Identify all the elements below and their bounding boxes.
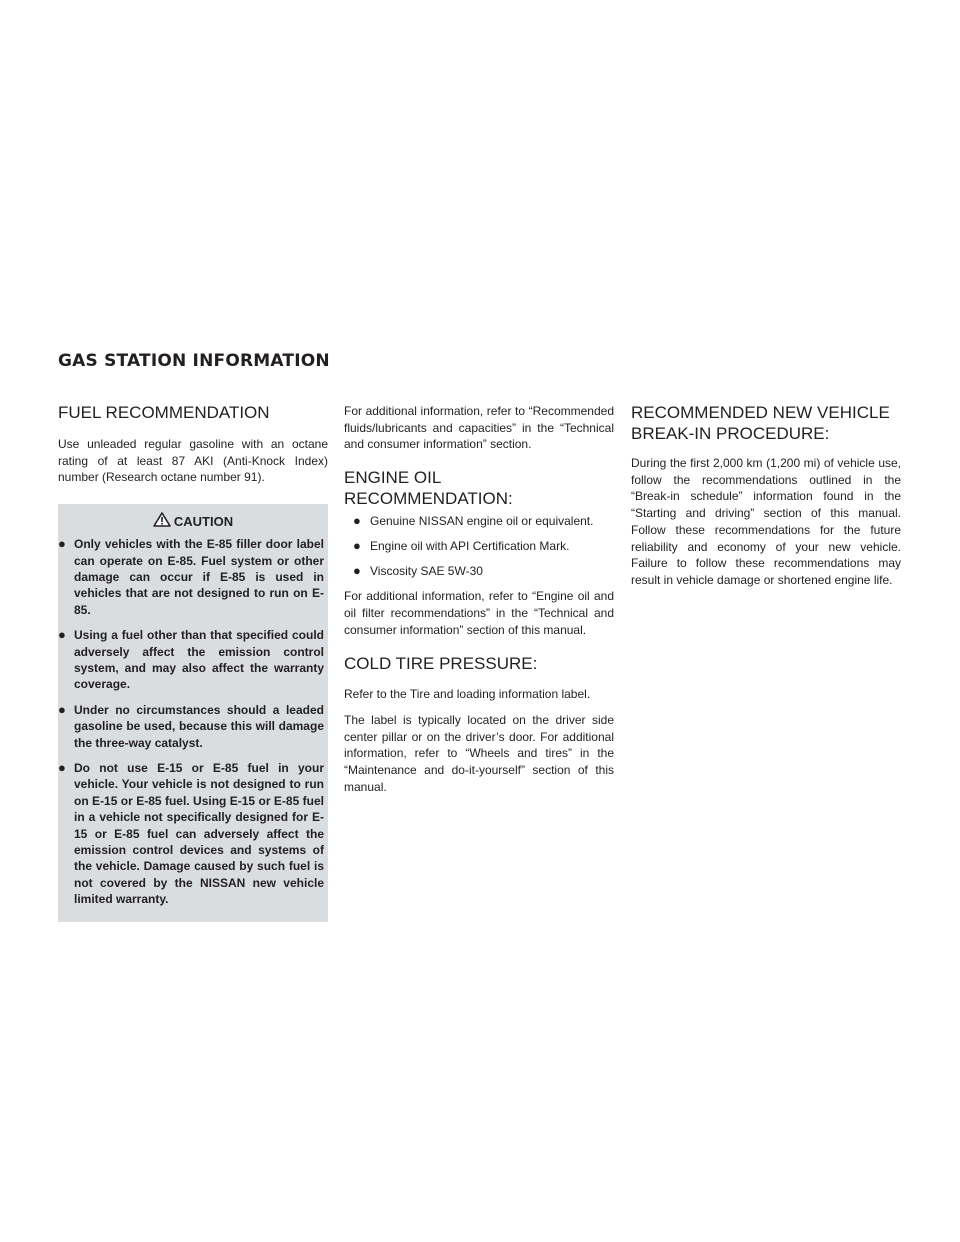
engine-oil-list: [344, 513, 614, 579]
list-item-text: Engine oil with API Certification Mark.: [370, 539, 570, 554]
fuel-heading: FUEL RECOMMENDATION: [58, 403, 270, 422]
bullet-icon: ●: [58, 536, 66, 552]
list-item: [353, 538, 614, 554]
caution-item: [58, 702, 328, 751]
bullet-icon: ●: [353, 538, 361, 554]
tire-paragraph-2: The label is typically located on the driver side center pillar or on the driver’s door. For additional information, refer to “Wheels and tires” in the “Maintenance and do-it-yourself” section of this manual.: [344, 712, 614, 794]
section-title: GAS STATION INFORMATION: [58, 351, 330, 371]
caution-item-text: Do not use E-15 or E-85 fuel in your vehicle. Your vehicle is not designed to run on E-15 or E-85 fuel. Using E-15 or E-85 fuel in a vehicle not specifically designed for E-15 or E-85 fuel can adversely affect the emission control devices and systems of the vehicle. Damage caused by such fuel is not covered by the NISSAN new vehicle limited warranty.: [74, 760, 324, 907]
fuel-paragraph: Use unleaded regular gasoline with an octane rating of at least 87 AKI (Anti-Knock Index) number (Research octane number 91).: [58, 437, 328, 485]
warning-triangle-icon: [153, 512, 171, 530]
caution-header: [58, 512, 328, 530]
caution-item-text: Only vehicles with the E-85 filler door label can operate on E-85. Fuel system or other damage can occur if E-85 is used in vehicles that are not designed to run on E-85.: [74, 537, 324, 617]
tire-paragraph-1: Refer to the Tire and loading information label.: [344, 687, 591, 702]
list-item: [353, 563, 614, 579]
break-in-heading: RECOMMENDED NEW VEHICLE BREAK-IN PROCEDURE:: [631, 403, 890, 443]
caution-box: [58, 504, 328, 922]
caution-item: [58, 760, 328, 908]
bullet-icon: ●: [58, 627, 66, 643]
list-item: [353, 513, 614, 529]
engine-oil-paragraph: For additional information, refer to “Engine oil and oil filter recommendations” in the “Technical and consumer information” section of this manual.: [344, 589, 614, 637]
list-item-text: Viscosity SAE 5W-30: [370, 564, 483, 579]
bullet-icon: ●: [353, 563, 361, 579]
cold-tire-heading: COLD TIRE PRESSURE:: [344, 654, 538, 674]
column-fuel: [58, 402, 328, 922]
caution-item: [58, 627, 328, 693]
engine-oil-heading: ENGINE OIL RECOMMENDATION:: [344, 468, 513, 509]
bullet-icon: ●: [58, 701, 66, 717]
bullet-icon: ●: [353, 513, 361, 529]
caution-label: CAUTION: [173, 513, 234, 529]
caution-list: [58, 536, 328, 908]
column-break-in: [631, 402, 901, 589]
caution-item-text: Using a fuel other than that specified could adversely affect the emission control system, and may also affect the warranty coverage.: [74, 628, 324, 692]
break-in-paragraph: During the first 2,000 km (1,200 mi) of vehicle use, follow the recommendations outlined in the “Break-in schedule” information found in the “Starting and driving” section of this manual. Follow these recommendations for the future reliability and economy of your new vehicle. Failure to follow these recommendations may result in vehicle damage or shortened engine life.: [631, 456, 901, 587]
bullet-icon: ●: [58, 759, 66, 775]
fluids-reference-paragraph: For additional information, refer to “Recommended fluids/lubricants and capacities” in the “Technical and consumer information” section.: [344, 404, 614, 452]
list-item-text: Genuine NISSAN engine oil or equivalent.: [370, 514, 594, 529]
caution-item-text: Under no circumstances should a leaded gasoline be used, because this will damage the three-way catalyst.: [74, 702, 324, 750]
caution-item: [58, 536, 328, 618]
column-oil-tire: [344, 403, 614, 795]
